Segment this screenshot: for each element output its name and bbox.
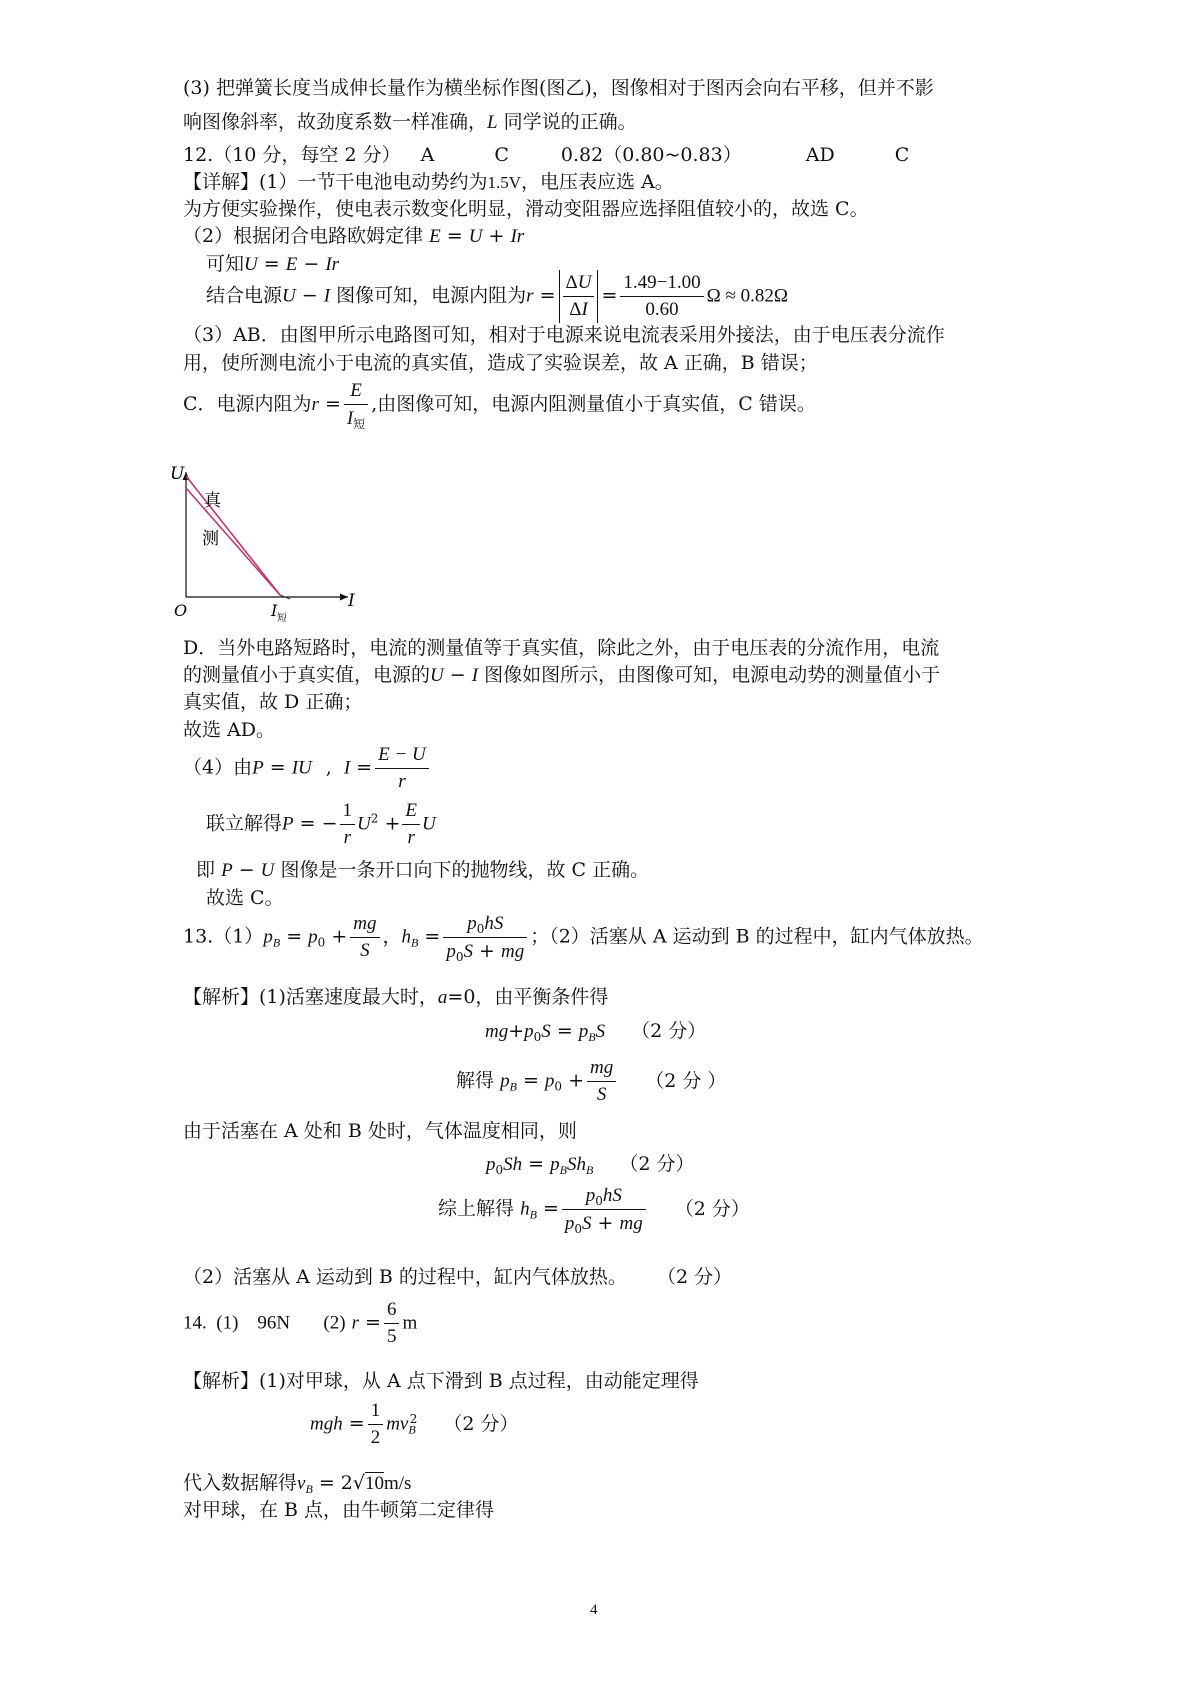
para-spring-conclusion: 响图像斜率，故劲度系数一样准确，L 同学说的正确。 [183,111,637,133]
u-i-graph [168,462,358,622]
origin-label: O [174,601,188,620]
q13-same-temperature: 由于活塞在 A 处和 B 处时，气体温度相同，则 [183,1120,577,1142]
page-number: 4 [590,1602,598,1618]
q12-part3-d-3: 真实值，故 D 正确； [183,691,363,713]
para-spring-graph: (3) 把弹簧长度当成伸长量作为横坐标作图(图乙)，图像相对于图丙会向右平移，但并不影 [183,77,934,99]
q12-part3-d-2: 的测量值小于真实值，电源的U − I 图像如图所示，由图像可知，电源电动势的测量值小于 [183,664,941,686]
true-line [186,476,280,595]
measured-line-label: 测 [202,529,219,549]
q12-part3-choice: 故选 AD。 [183,719,275,741]
q12-answers: 12.（10 分，每空 2 分） A C 0.82（0.80~0.83） AD C [183,144,910,166]
q13-pb-result: 解得 $p_B = p_0$ + $\frac{mg}{S}$ （2 分 ） [456,1057,727,1105]
i-axis-arrow [340,594,348,601]
q14-newton: 对甲球，在 B 点，由牛顿第二定律得 [183,1499,495,1521]
q14-analysis-1: 【解析】(1)对甲球，从 A 点下滑到 B 点过程，由动能定理得 [183,1370,699,1392]
q12-part4-choice: 故选 C。 [206,887,284,909]
q12-detail-2: 为方便实验操作，使电表示数变化明显，滑动变阻器应选择阻值较小的，故选 C。 [183,198,869,220]
q12-part4-formulas: （4）由P = IU , I = $\frac{E - U}{r}$ [183,742,432,795]
q13-boyle: $p_0Sh = p_BSh_B$ （2 分） [486,1153,695,1177]
q13-part2: （2）活塞从 A 运动到 B 的过程中，缸内气体放热。 （2 分） [183,1266,733,1288]
q12-part3-d-1: D．当外电路短路时，电流的测量值等于真实值，除此之外，由于电压表的分流作用，电流 [183,637,940,659]
q14-energy-theorem: mgh = $\frac{1}{2}$ $mv_B^2$ （2 分） [310,1400,519,1448]
q12-ohm-law: （2）根据闭合电路欧姆定律 E = U + Ir [183,225,525,247]
q12-part3-ab-2: 用，使所测电流小于电流的真实值，造成了实验误差，故 A 正确，B 错误； [183,352,818,374]
q12-part3-ab-1: （3）AB．由图甲所示电路图可知，相对于电源来说电流表采用外接法，由于电压表分流作 [183,324,945,346]
q12-detail-1: 【详解】(1）一节干电池电动势约为1.5V，电压表应选 A。 [183,171,674,193]
true-line-label: 真 [204,491,221,511]
q13-analysis-1: 【解析】(1)活塞速度最大时，a=0，由平衡条件得 [183,986,609,1008]
q13-equilibrium: $mg+p_0S = p_BS$ （2 分） [485,1020,707,1044]
q13-hb-result: 综上解得 $h_B$ = $\frac{p_0hS}{p_0S + mg}$ （2 分） [438,1182,750,1237]
q12-u-formula: 可知U = E − Ir [206,253,340,275]
q12-part4-solution: 联立解得P = − $\frac{1}{r}$ $U^2$ + $\frac{E}{r}$ U [206,800,436,848]
q12-part3-c: C．电源内阻为r = $\frac{E}{I_短}$ ,由图像可知，电源内阻测量值小于真实值，C 错误。 [183,380,816,431]
short-current-subscript: 短 [277,613,287,622]
i-axis-label: I [348,591,355,611]
short-current-label: I [271,601,278,620]
q14-vb-result: 代入数据解得$v_B = 2√10m/s$ [183,1472,412,1496]
q12-internal-resistance: 结合电源U − I 图像可知，电源内阻为r = $\frac{\Delta U}{\Delta I}$ = $\frac{1.49-1.00}{0.60}$ Ω ≈ 0.82Ω [206,270,788,323]
measured-line [186,488,280,595]
q14-answers: 14. (1) 96N (2) r = $\frac{6}{5}$ m [183,1299,418,1347]
q12-part4-parabola: 即 P − U 图像是一条开口向下的抛物线，故 C 正确。 [196,859,650,881]
u-axis-label: U [170,464,185,484]
q13-answers: $13.(1)p_B = p_0$ + $\frac{mg}{S}$ ，$h_B$ = $\frac{p_0hS}{p_0S + mg}$ ；（2）活塞从 A 运动到 B 的过程中，缸内气体放热。 [183,910,984,965]
